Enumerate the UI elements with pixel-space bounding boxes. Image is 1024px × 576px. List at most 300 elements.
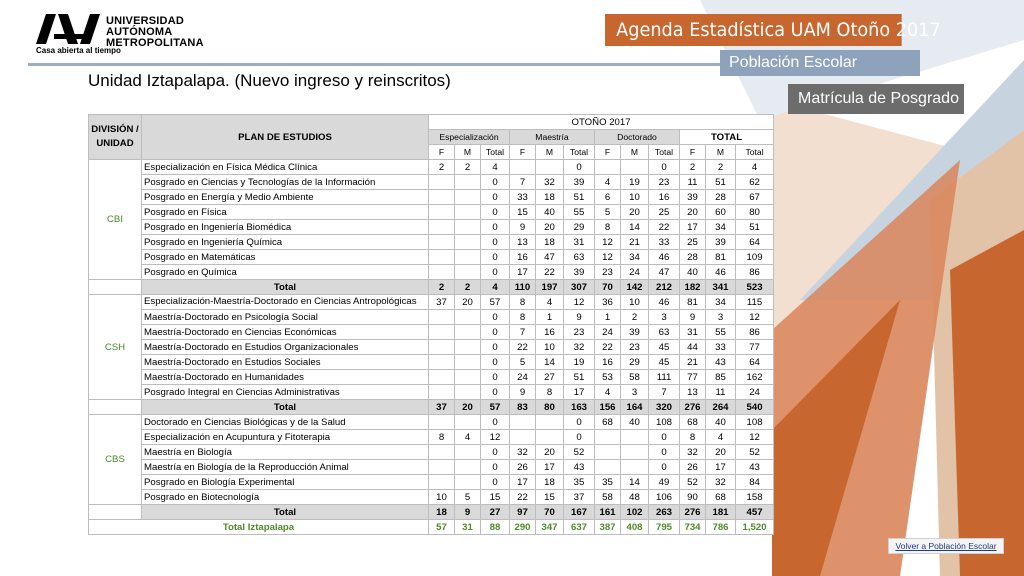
sub-column-header: M — [536, 145, 564, 160]
value-cell: 27 — [536, 370, 564, 385]
value-cell: 68 — [680, 415, 706, 430]
value-cell: 86 — [736, 265, 774, 280]
value-cell: 0 — [481, 355, 510, 370]
grand-total-value: 1,520 — [736, 520, 774, 535]
value-cell: 12 — [481, 430, 510, 445]
value-cell: 25 — [680, 235, 706, 250]
value-cell: 0 — [481, 190, 510, 205]
value-cell: 37 — [429, 295, 455, 310]
total-value-cell: 27 — [481, 505, 510, 520]
total-value-cell: 57 — [481, 400, 510, 415]
value-cell: 32 — [680, 445, 706, 460]
value-cell — [595, 430, 621, 445]
value-cell: 68 — [595, 415, 621, 430]
volver-poblacion-link[interactable]: Volver a Población Escolar — [888, 538, 1004, 554]
value-cell: 22 — [649, 220, 680, 235]
value-cell: 7 — [510, 175, 536, 190]
table-row — [89, 325, 774, 340]
value-cell: 22 — [510, 490, 536, 505]
sub-column-header: Total — [564, 145, 595, 160]
value-cell: 39 — [706, 235, 736, 250]
table-row — [89, 220, 774, 235]
sub-column-header: M — [621, 145, 649, 160]
division-cell: CBS — [89, 415, 142, 505]
value-cell: 31 — [564, 235, 595, 250]
value-cell: 35 — [564, 475, 595, 490]
table-row — [89, 190, 774, 205]
group-header-maestria: Maestría — [510, 130, 595, 145]
value-cell: 115 — [736, 295, 774, 310]
value-cell — [429, 355, 455, 370]
value-cell: 12 — [736, 430, 774, 445]
uam-logo-icon — [36, 14, 102, 44]
value-cell: 6 — [595, 190, 621, 205]
total-value-cell: 97 — [510, 505, 536, 520]
sub-column-header: F — [510, 145, 536, 160]
plan-name-cell: Posgrado en Ingeniería Biomédica — [142, 220, 429, 235]
value-cell: 58 — [621, 370, 649, 385]
value-cell: 0 — [481, 250, 510, 265]
value-cell — [621, 160, 649, 175]
value-cell: 0 — [481, 475, 510, 490]
value-cell: 108 — [649, 415, 680, 430]
table-row — [89, 250, 774, 265]
value-cell: 0 — [481, 220, 510, 235]
value-cell — [455, 325, 481, 340]
table-row — [89, 490, 774, 505]
value-cell: 162 — [736, 370, 774, 385]
plan-name-cell: Maestría-Doctorado en Estudios Sociales — [142, 355, 429, 370]
value-cell: 3 — [649, 310, 680, 325]
total-value-cell: 164 — [621, 400, 649, 415]
value-cell: 4 — [706, 430, 736, 445]
table-row — [89, 430, 774, 445]
division-cell: CSH — [89, 295, 142, 400]
value-cell: 2 — [621, 310, 649, 325]
value-cell: 20 — [680, 205, 706, 220]
value-cell: 17 — [510, 475, 536, 490]
value-cell: 24 — [621, 265, 649, 280]
value-cell — [429, 265, 455, 280]
grand-total-value: 408 — [621, 520, 649, 535]
value-cell: 35 — [595, 475, 621, 490]
value-cell: 0 — [481, 340, 510, 355]
logo-tagline: Casa abierta al tiempo — [36, 46, 121, 55]
value-cell: 86 — [736, 325, 774, 340]
blank-cell — [89, 400, 142, 415]
value-cell: 18 — [536, 190, 564, 205]
matricula-posgrado-banner: Matrícula de Posgrado — [788, 84, 964, 114]
value-cell: 77 — [736, 340, 774, 355]
value-cell: 52 — [680, 475, 706, 490]
enrollment-table — [88, 114, 774, 535]
value-cell: 19 — [621, 175, 649, 190]
value-cell: 24 — [736, 385, 774, 400]
value-cell: 20 — [621, 205, 649, 220]
grand-total-value: 387 — [595, 520, 621, 535]
value-cell: 12 — [564, 295, 595, 310]
value-cell: 23 — [649, 175, 680, 190]
grand-total-value: 637 — [564, 520, 595, 535]
value-cell: 51 — [564, 190, 595, 205]
total-label-cell: Total — [142, 280, 429, 295]
value-cell — [595, 460, 621, 475]
value-cell — [595, 445, 621, 460]
value-cell: 51 — [706, 175, 736, 190]
value-cell: 20 — [536, 220, 564, 235]
total-value-cell: 276 — [680, 400, 706, 415]
value-cell: 0 — [481, 415, 510, 430]
plan-name-cell: Especialización en Física Médica Clínica — [142, 160, 429, 175]
blank-cell — [89, 505, 142, 520]
total-value-cell: 70 — [595, 280, 621, 295]
value-cell: 109 — [736, 250, 774, 265]
value-cell — [455, 445, 481, 460]
sub-column-header: M — [455, 145, 481, 160]
value-cell: 60 — [706, 205, 736, 220]
total-value-cell: 263 — [649, 505, 680, 520]
value-cell: 90 — [680, 490, 706, 505]
value-cell: 14 — [536, 355, 564, 370]
value-cell: 46 — [649, 295, 680, 310]
value-cell: 17 — [706, 460, 736, 475]
total-value-cell: 2 — [455, 280, 481, 295]
value-cell: 48 — [621, 490, 649, 505]
value-cell: 5 — [455, 490, 481, 505]
value-cell — [429, 235, 455, 250]
total-value-cell: 320 — [649, 400, 680, 415]
total-label-cell: Total — [142, 505, 429, 520]
value-cell: 21 — [621, 235, 649, 250]
table-row — [89, 295, 774, 310]
division-total-row — [89, 400, 774, 415]
total-value-cell: 70 — [536, 505, 564, 520]
plan-name-cell: Posgrado en Energía y Medio Ambiente — [142, 190, 429, 205]
value-cell: 7 — [649, 385, 680, 400]
logo-name-line: AUTÓNOMA — [106, 26, 173, 38]
grand-total-value: 57 — [429, 520, 455, 535]
value-cell — [455, 310, 481, 325]
value-cell — [429, 310, 455, 325]
value-cell: 20 — [455, 295, 481, 310]
total-value-cell: 307 — [564, 280, 595, 295]
value-cell: 40 — [706, 415, 736, 430]
value-cell — [595, 160, 621, 175]
value-cell: 51 — [564, 370, 595, 385]
plan-name-cell: Maestría en Biología de la Reproducción Animal — [142, 460, 429, 475]
value-cell: 28 — [680, 250, 706, 265]
grand-total-value: 290 — [510, 520, 536, 535]
page-subtitle: Unidad Iztapalapa. (Nuevo ingreso y reinscritos) — [88, 71, 451, 90]
value-cell — [455, 370, 481, 385]
table-row — [89, 445, 774, 460]
value-cell — [455, 175, 481, 190]
value-cell: 23 — [621, 340, 649, 355]
total-value-cell: 4 — [481, 280, 510, 295]
value-cell: 16 — [595, 355, 621, 370]
value-cell: 10 — [621, 295, 649, 310]
total-value-cell: 2 — [429, 280, 455, 295]
table-row — [89, 340, 774, 355]
value-cell: 29 — [564, 220, 595, 235]
value-cell — [429, 175, 455, 190]
bg-shape-orange-right — [950, 230, 1024, 576]
value-cell: 43 — [564, 460, 595, 475]
total-value-cell: 212 — [649, 280, 680, 295]
value-cell — [536, 430, 564, 445]
value-cell: 77 — [680, 370, 706, 385]
sub-column-header: Total — [649, 145, 680, 160]
plan-name-cell: Posgrado Integral en Ciencias Administrativas — [142, 385, 429, 400]
value-cell: 57 — [481, 295, 510, 310]
value-cell: 26 — [510, 460, 536, 475]
sub-column-header: Total — [481, 145, 510, 160]
value-cell: 14 — [621, 220, 649, 235]
plan-name-cell: Especialización-Maestría-Doctorado en Ciencias Antropológicas — [142, 295, 429, 310]
total-value-cell: 181 — [706, 505, 736, 520]
value-cell: 39 — [564, 175, 595, 190]
value-cell: 12 — [595, 235, 621, 250]
value-cell: 51 — [736, 220, 774, 235]
total-value-cell: 167 — [564, 505, 595, 520]
total-value-cell: 540 — [736, 400, 774, 415]
value-cell: 15 — [536, 490, 564, 505]
value-cell: 22 — [510, 340, 536, 355]
value-cell — [621, 430, 649, 445]
value-cell — [429, 220, 455, 235]
value-cell: 32 — [510, 445, 536, 460]
value-cell: 33 — [706, 340, 736, 355]
sub-column-header: F — [595, 145, 621, 160]
value-cell: 12 — [595, 250, 621, 265]
value-cell: 80 — [736, 205, 774, 220]
value-cell: 9 — [510, 220, 536, 235]
value-cell: 16 — [536, 325, 564, 340]
total-value-cell: 102 — [621, 505, 649, 520]
uam-logo — [36, 14, 206, 58]
value-cell: 8 — [429, 430, 455, 445]
value-cell: 17 — [510, 265, 536, 280]
plan-name-cell: Posgrado en Física — [142, 205, 429, 220]
value-cell — [455, 340, 481, 355]
value-cell — [510, 160, 536, 175]
value-cell: 19 — [564, 355, 595, 370]
total-value-cell: 18 — [429, 505, 455, 520]
value-cell: 85 — [706, 370, 736, 385]
value-cell — [429, 250, 455, 265]
value-cell: 7 — [510, 325, 536, 340]
value-cell: 40 — [536, 205, 564, 220]
value-cell — [455, 220, 481, 235]
total-value-cell: 457 — [736, 505, 774, 520]
total-value-cell: 37 — [429, 400, 455, 415]
poblacion-escolar-banner[interactable]: Población Escolar — [720, 50, 920, 76]
col-division-header: DIVISIÓN / UNIDAD — [89, 115, 142, 160]
value-cell: 64 — [736, 355, 774, 370]
grand-total-value: 31 — [455, 520, 481, 535]
value-cell: 68 — [706, 490, 736, 505]
value-cell: 15 — [510, 205, 536, 220]
value-cell — [510, 415, 536, 430]
value-cell: 40 — [621, 415, 649, 430]
value-cell: 17 — [564, 385, 595, 400]
value-cell: 43 — [706, 355, 736, 370]
value-cell — [621, 445, 649, 460]
value-cell: 4 — [736, 160, 774, 175]
value-cell: 67 — [736, 190, 774, 205]
value-cell — [455, 415, 481, 430]
value-cell: 44 — [680, 340, 706, 355]
value-cell: 0 — [481, 175, 510, 190]
value-cell: 1 — [595, 310, 621, 325]
value-cell — [455, 265, 481, 280]
value-cell: 20 — [536, 445, 564, 460]
value-cell: 0 — [564, 430, 595, 445]
value-cell: 0 — [481, 235, 510, 250]
value-cell: 63 — [564, 250, 595, 265]
plan-name-cell: Posgrado en Ingeniería Química — [142, 235, 429, 250]
value-cell: 47 — [536, 250, 564, 265]
value-cell: 46 — [649, 250, 680, 265]
value-cell: 4 — [536, 295, 564, 310]
value-cell: 32 — [564, 340, 595, 355]
sub-column-header: F — [680, 145, 706, 160]
value-cell: 49 — [649, 475, 680, 490]
value-cell: 0 — [481, 445, 510, 460]
total-value-cell: 9 — [455, 505, 481, 520]
value-cell: 0 — [481, 370, 510, 385]
value-cell: 23 — [595, 265, 621, 280]
value-cell: 34 — [706, 295, 736, 310]
division-cell: CBI — [89, 160, 142, 280]
total-value-cell: 197 — [536, 280, 564, 295]
value-cell: 16 — [649, 190, 680, 205]
value-cell: 3 — [706, 310, 736, 325]
value-cell: 16 — [510, 250, 536, 265]
value-cell: 0 — [649, 160, 680, 175]
plan-name-cell: Posgrado en Biología Experimental — [142, 475, 429, 490]
value-cell: 8 — [510, 295, 536, 310]
value-cell: 36 — [595, 295, 621, 310]
value-cell: 55 — [706, 325, 736, 340]
value-cell: 28 — [706, 190, 736, 205]
value-cell: 8 — [510, 310, 536, 325]
value-cell: 81 — [706, 250, 736, 265]
value-cell: 58 — [595, 490, 621, 505]
value-cell: 14 — [621, 475, 649, 490]
grand-total-label: Total Iztapalapa — [89, 520, 429, 535]
plan-name-cell: Maestría-Doctorado en Humanidades — [142, 370, 429, 385]
grand-total-value: 786 — [706, 520, 736, 535]
total-value-cell: 161 — [595, 505, 621, 520]
value-cell: 5 — [595, 205, 621, 220]
value-cell — [429, 460, 455, 475]
value-cell — [455, 190, 481, 205]
value-cell: 45 — [649, 355, 680, 370]
value-cell: 158 — [736, 490, 774, 505]
table-row — [89, 370, 774, 385]
total-value-cell: 276 — [680, 505, 706, 520]
value-cell: 4 — [595, 175, 621, 190]
value-cell: 20 — [706, 445, 736, 460]
sub-column-header: Total — [736, 145, 774, 160]
plan-name-cell: Posgrado en Ciencias y Tecnologías de la Información — [142, 175, 429, 190]
value-cell: 31 — [680, 325, 706, 340]
value-cell: 81 — [680, 295, 706, 310]
value-cell: 22 — [595, 340, 621, 355]
table-row — [89, 310, 774, 325]
value-cell: 33 — [649, 235, 680, 250]
value-cell — [455, 250, 481, 265]
enrollment-table-wrapper — [88, 114, 774, 535]
total-value-cell: 142 — [621, 280, 649, 295]
total-value-cell: 264 — [706, 400, 736, 415]
col-plan-header: PLAN DE ESTUDIOS — [142, 115, 429, 160]
value-cell: 13 — [680, 385, 706, 400]
value-cell: 55 — [564, 205, 595, 220]
plan-name-cell: Maestría-Doctorado en Psicología Social — [142, 310, 429, 325]
plan-name-cell: Especialización en Acupuntura y Fitoterapia — [142, 430, 429, 445]
value-cell: 52 — [736, 445, 774, 460]
value-cell: 4 — [455, 430, 481, 445]
value-cell: 10 — [536, 340, 564, 355]
header-divider — [28, 63, 723, 66]
value-cell: 0 — [564, 160, 595, 175]
value-cell: 53 — [595, 370, 621, 385]
value-cell — [429, 475, 455, 490]
plan-name-cell: Posgrado en Biotecnología — [142, 490, 429, 505]
table-row — [89, 160, 774, 175]
value-cell — [429, 415, 455, 430]
grand-total-value: 795 — [649, 520, 680, 535]
division-total-row — [89, 280, 774, 295]
total-value-cell: 80 — [536, 400, 564, 415]
total-value-cell: 110 — [510, 280, 536, 295]
value-cell: 39 — [621, 325, 649, 340]
value-cell: 18 — [536, 475, 564, 490]
value-cell: 9 — [680, 310, 706, 325]
blank-cell — [89, 280, 142, 295]
value-cell: 26 — [680, 460, 706, 475]
value-cell: 0 — [649, 430, 680, 445]
value-cell: 8 — [536, 385, 564, 400]
total-value-cell: 341 — [706, 280, 736, 295]
group-header-doctorado: Doctorado — [595, 130, 680, 145]
value-cell — [429, 340, 455, 355]
value-cell: 0 — [481, 205, 510, 220]
value-cell: 5 — [510, 355, 536, 370]
value-cell: 10 — [429, 490, 455, 505]
table-row — [89, 265, 774, 280]
value-cell: 25 — [649, 205, 680, 220]
logo-name-line: METROPOLITANA — [106, 37, 204, 49]
value-cell — [455, 235, 481, 250]
total-value-cell: 156 — [595, 400, 621, 415]
logo-name-line: UNIVERSIDAD — [106, 15, 184, 27]
value-cell: 17 — [680, 220, 706, 235]
value-cell: 2 — [455, 160, 481, 175]
value-cell — [429, 325, 455, 340]
value-cell — [510, 430, 536, 445]
value-cell: 45 — [649, 340, 680, 355]
total-value-cell: 523 — [736, 280, 774, 295]
value-cell: 63 — [649, 325, 680, 340]
value-cell: 4 — [481, 160, 510, 175]
value-cell: 47 — [649, 265, 680, 280]
value-cell: 22 — [536, 265, 564, 280]
table-body — [89, 160, 774, 535]
value-cell: 1 — [536, 310, 564, 325]
